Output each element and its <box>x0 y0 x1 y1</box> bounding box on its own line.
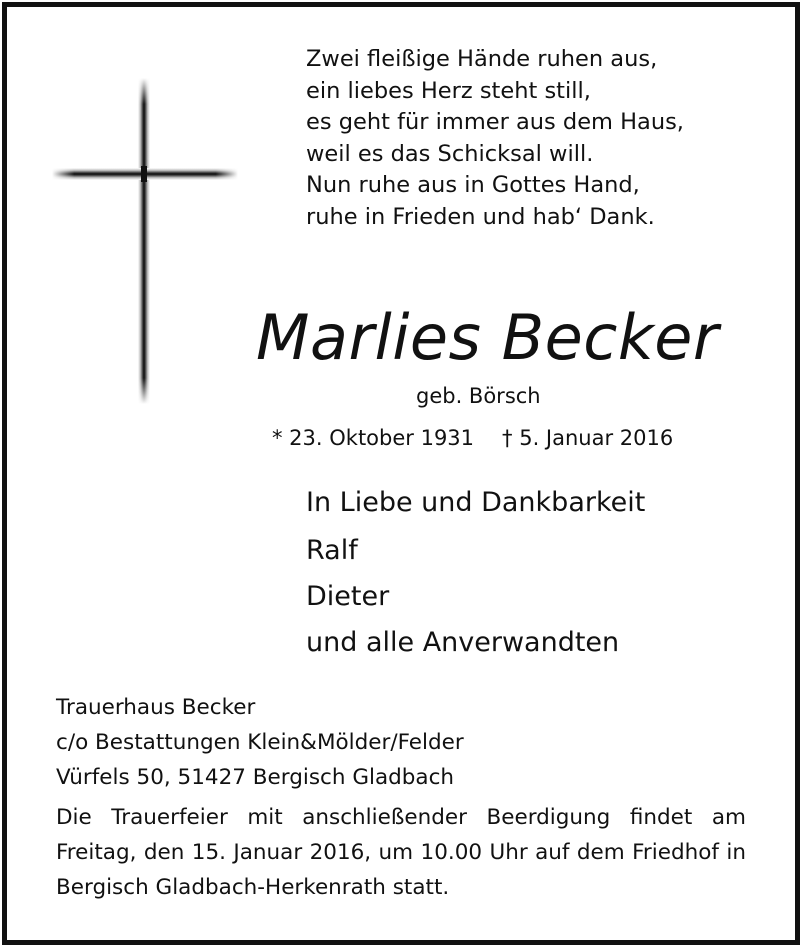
mourners-intro: In Liebe und Dankbarkeit <box>306 487 646 518</box>
deceased-name: Marlies Becker <box>256 301 719 374</box>
poem-line: ein liebes Herz steht still, <box>306 77 591 104</box>
funeral-notice: Die Trauerfeier mit anschließender Beerdigung findet am Freitag, den 15. Januar 2016, um 10.00 Uhr auf dem Friedhof in Bergisch Gladbach-Herkenrath statt. <box>56 805 746 900</box>
birth-name: geb. Börsch <box>416 384 541 408</box>
address-line: c/o Bestattungen Klein&Mölder/Felder <box>56 730 464 755</box>
mourners <box>306 480 645 666</box>
poem <box>306 44 684 234</box>
poem-line: ruhe in Frieden und hab‘ Dank. <box>306 203 655 230</box>
address-line: Vürfels 50, 51427 Bergisch Gladbach <box>56 765 455 790</box>
life-dates <box>272 422 673 454</box>
mourner-name: Ralf <box>306 535 358 566</box>
death-date: † 5. Januar 2016 <box>502 426 674 450</box>
poem-line: es geht für immer aus dem Haus, <box>306 109 684 136</box>
poem-line: weil es das Schicksal will. <box>306 140 594 167</box>
poem-line: Zwei fleißige Hände ruhen aus, <box>306 46 658 72</box>
mourning-address <box>56 690 464 795</box>
poem-line: Nun ruhe aus in Gottes Hand, <box>306 172 640 199</box>
mourner-name: Dieter <box>306 581 390 612</box>
cross-icon <box>52 78 238 404</box>
birth-date: * 23. Oktober 1931 <box>272 426 475 450</box>
address-line: Trauerhaus Becker <box>56 695 256 720</box>
mourner-name: und alle Anverwandten <box>306 627 620 658</box>
